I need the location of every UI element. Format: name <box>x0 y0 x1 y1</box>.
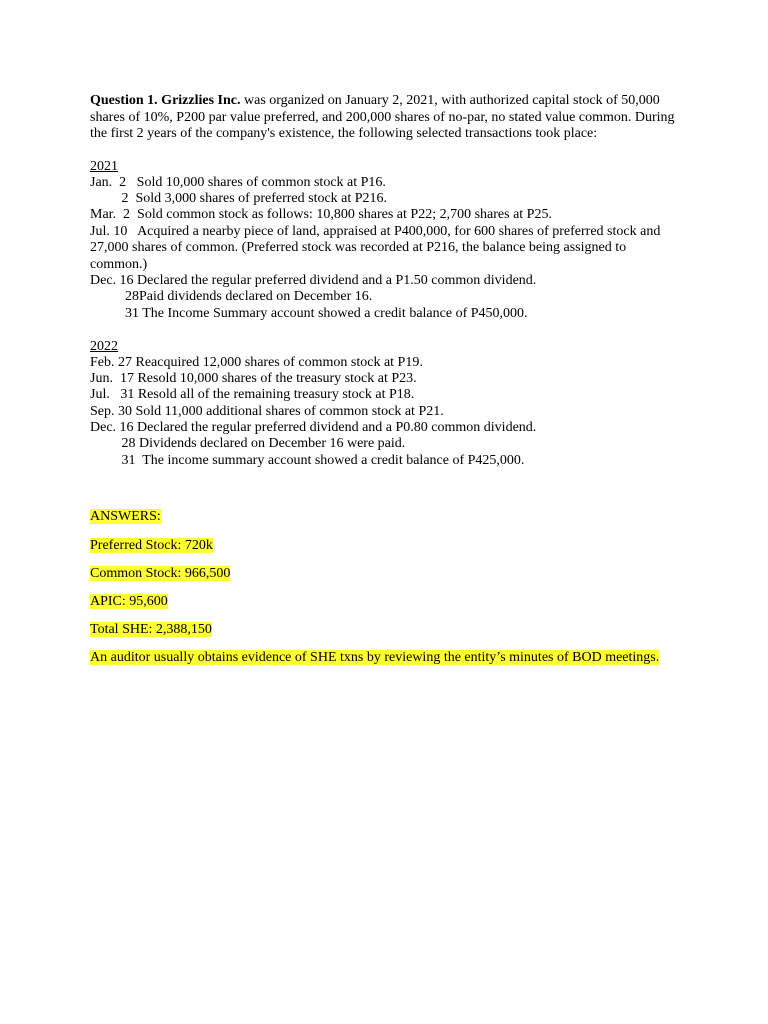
transaction-line: common.) <box>90 257 148 272</box>
transaction-line: 28Paid dividends declared on December 16. <box>90 289 373 304</box>
transaction-line: Jul. 10 Acquired a nearby piece of land, appraised at P400,000, for 600 shares of preferred stock and <box>90 224 661 239</box>
answer-common-stock: Common Stock: 966,500 <box>90 566 231 581</box>
transaction-line: 27,000 shares of common. (Preferred stock was recorded at P216, the balance being assigned to <box>90 240 627 255</box>
year-2021-heading: 2021 <box>90 159 118 174</box>
question-label: Question 1. Grizzlies Inc. <box>90 93 241 108</box>
transaction-line: Sep. 30 Sold 11,000 additional shares of common stock at P21. <box>90 404 444 419</box>
transaction-line: Jul. 31 Resold all of the remaining treasury stock at P18. <box>90 387 415 402</box>
answers-heading: ANSWERS: <box>90 509 161 524</box>
answer-total-she: Total SHE: 2,388,150 <box>90 622 212 637</box>
transaction-line: Dec. 16 Declared the regular preferred dividend and a P0.80 common dividend. <box>90 420 537 435</box>
transaction-line: 31 The Income Summary account showed a credit balance of P450,000. <box>90 306 528 321</box>
transaction-line: Jan. 2 Sold 10,000 shares of common stock at P16. <box>90 175 386 190</box>
transaction-line: 2 Sold 3,000 shares of preferred stock at P216. <box>90 191 388 206</box>
question-text: was organized on January 2, 2021, with authorized capital stock of 50,000 shares of 10%, P200 par value preferred, and 200,000 shares of no-par, no stated value common. During the first 2 years of the company's existence, the following selected transactions took place: <box>90 93 675 141</box>
question-paragraph <box>90 93 686 143</box>
transaction-line: Dec. 16 Declared the regular preferred dividend and a P1.50 common dividend. <box>90 273 537 288</box>
transaction-line: 31 The income summary account showed a credit balance of P425,000. <box>90 453 525 468</box>
answer-apic: APIC: 95,600 <box>90 594 168 609</box>
answer-auditor-note: An auditor usually obtains evidence of SHE txns by reviewing the entity’s minutes of BOD meetings. <box>90 650 660 665</box>
transaction-line: Feb. 27 Reacquired 12,000 shares of common stock at P19. <box>90 355 423 370</box>
transaction-line: Jun. 17 Resold 10,000 shares of the treasury stock at P23. <box>90 371 417 386</box>
transaction-line: 28 Dividends declared on December 16 were paid. <box>90 436 406 451</box>
answer-preferred-stock: Preferred Stock: 720k <box>90 538 213 553</box>
transaction-line: Mar. 2 Sold common stock as follows: 10,800 shares at P22; 2,700 shares at P25. <box>90 207 552 222</box>
year-2022-heading: 2022 <box>90 339 118 354</box>
